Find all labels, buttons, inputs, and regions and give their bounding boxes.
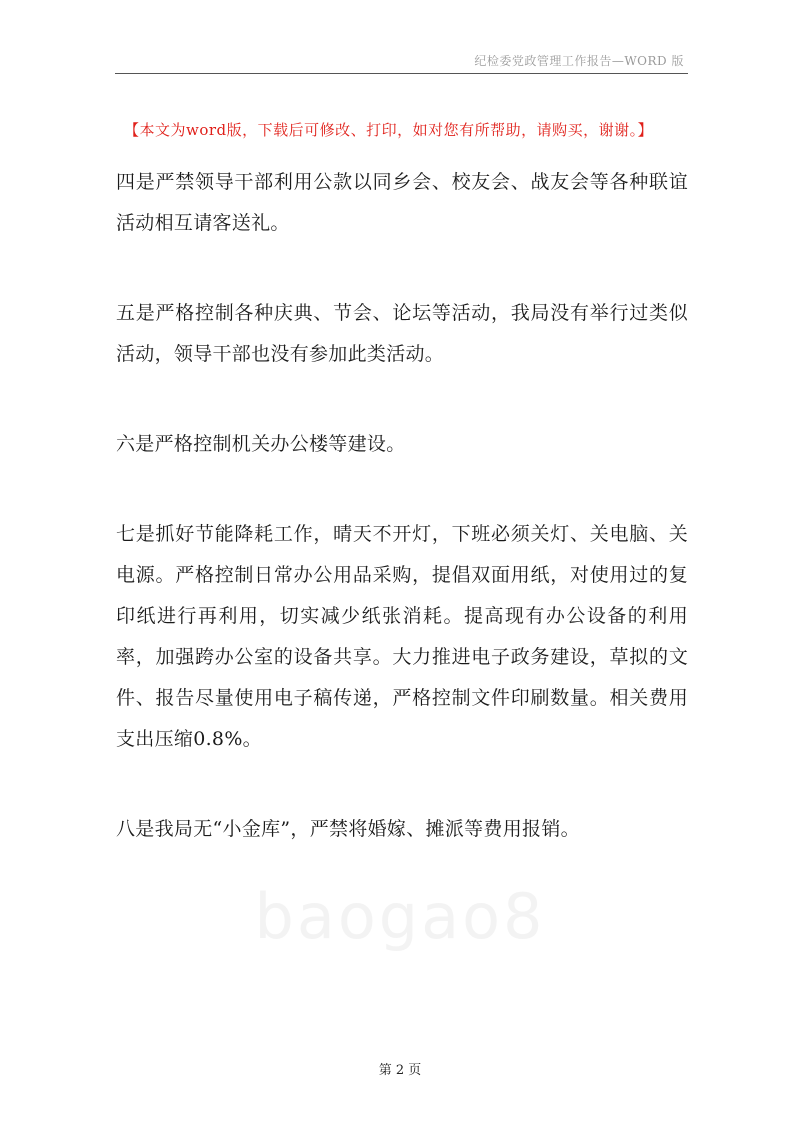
paragraph-5: 五是严格控制各种庆典、节会、论坛等活动，我局没有举行过类似活动，领导干部也没有参加此类活动。 [116, 302, 688, 365]
page-number: 第 2 页 [378, 1063, 422, 1078]
page-header-title: 纪检委党政管理工作报告—WORD 版 [474, 54, 684, 68]
purchase-notice: 【本文为word版，下载后可修改、打印，如对您有所帮助，请购买，谢谢。】 [124, 121, 654, 139]
paragraph-8: 八是我局无“小金库”，严禁将婚嫁、摊派等费用报销。 [116, 818, 580, 840]
paragraph-4: 四是严禁领导干部利用公款以同乡会、校友会、战友会等各种联谊活动相互请客送礼。 [116, 171, 688, 234]
header-divider [115, 73, 688, 74]
document-body [116, 162, 688, 899]
paragraph-7: 七是抓好节能降耗工作，晴天不开灯，下班必须关灯、关电脑、关电源。严格控制日常办公用品采购，提倡双面用纸，对使用过的复印纸进行再利用，切实减少纸张消耗。提高现有办公设备的利用率，加强跨办公室的设备共享。大力推进电子政务建设，草拟的文件、报告尽量使用电子稿传递，严格控制文件印刷数量。相关费用支出压缩0.8%。 [116, 523, 688, 750]
watermark: baogao8 [254, 880, 546, 953]
paragraph-6: 六是严格控制机关办公楼等建设。 [116, 433, 406, 455]
